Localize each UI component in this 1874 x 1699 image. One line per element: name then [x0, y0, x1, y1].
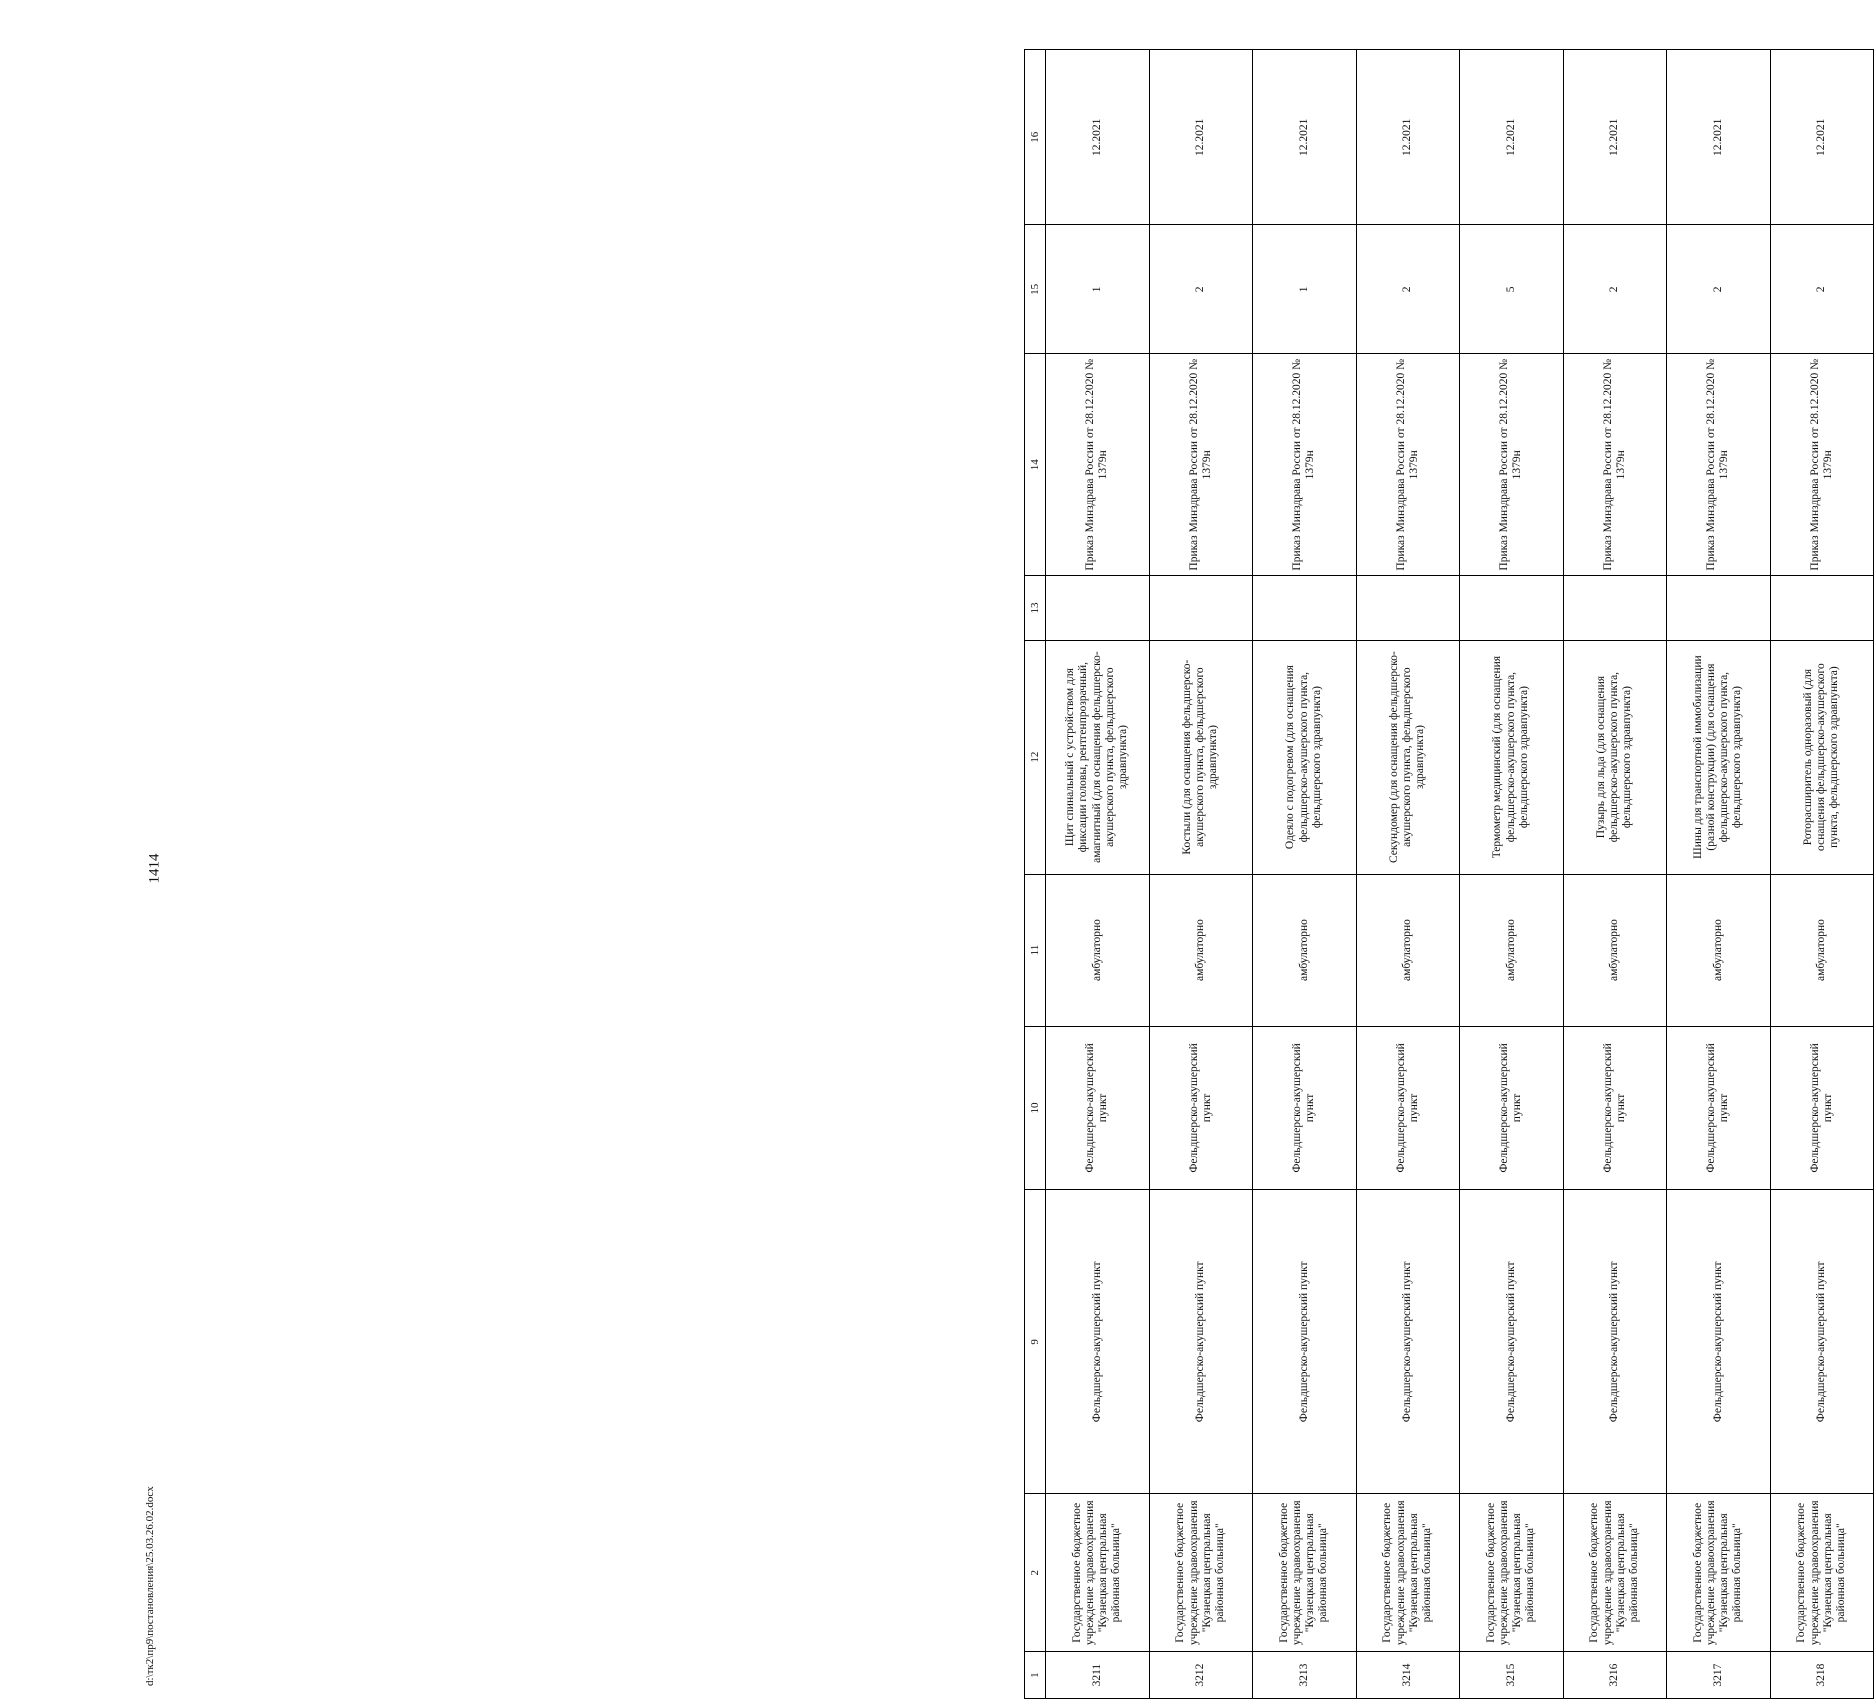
row-number: 3212 — [1149, 1652, 1253, 1699]
quantity-cell: 1 — [1046, 225, 1150, 354]
col13-cell — [1770, 576, 1874, 640]
place-cell: Фельдшерско-акушерский пункт — [1356, 1026, 1460, 1190]
col13-cell — [1563, 576, 1667, 640]
item-cell: Одеяло с подогревом (для оснащения фельдшерско-акушерского пункта, фельдшерского здравпункта) — [1253, 640, 1357, 874]
header-row — [1025, 50, 1046, 1699]
date-cell: 12.2021 — [1770, 50, 1874, 226]
order-cell: Приказ Минздрава России от 28.12.2020 № 1379н — [1046, 354, 1150, 576]
date-cell: 12.2021 — [1149, 50, 1253, 226]
table-row — [1253, 50, 1357, 1699]
order-cell: Приказ Минздрава России от 28.12.2020 № 1379н — [1149, 354, 1253, 576]
quantity-cell: 2 — [1563, 225, 1667, 354]
column-header: 13 — [1025, 576, 1046, 640]
unit-cell: Фельдшерско-акушерский пункт — [1667, 1190, 1771, 1494]
row-number: 3213 — [1253, 1652, 1357, 1699]
col13-cell — [1667, 576, 1771, 640]
row-number: 3217 — [1667, 1652, 1771, 1699]
organization-cell: Государственное бюджетное учреждение здравоохранения "Кузнецкая центральная районная больница" — [1149, 1494, 1253, 1652]
column-header: 12 — [1025, 640, 1046, 874]
organization-cell: Государственное бюджетное учреждение здравоохранения "Кузнецкая центральная районная больница" — [1046, 1494, 1150, 1652]
unit-cell: Фельдшерско-акушерский пункт — [1563, 1190, 1667, 1494]
quantity-cell: 2 — [1149, 225, 1253, 354]
column-header: 10 — [1025, 1026, 1046, 1190]
quantity-cell: 2 — [1770, 225, 1874, 354]
table-body — [1046, 50, 1874, 1699]
column-header: 2 — [1025, 1494, 1046, 1652]
item-cell: Пузырь для льда (для оснащения фельдшерско-акушерского пункта, фельдшерского здравпункта) — [1563, 640, 1667, 874]
page-number: 1414 — [146, 853, 163, 884]
quantity-cell: 2 — [1667, 225, 1771, 354]
row-number: 3216 — [1563, 1652, 1667, 1699]
order-cell: Приказ Минздрава России от 28.12.2020 № 1379н — [1563, 354, 1667, 576]
col13-cell — [1149, 576, 1253, 640]
unit-cell: Фельдшерско-акушерский пункт — [1460, 1190, 1564, 1494]
unit-cell: Фельдшерско-акушерский пункт — [1149, 1190, 1253, 1494]
organization-cell: Государственное бюджетное учреждение здравоохранения "Кузнецкая центральная районная больница" — [1253, 1494, 1357, 1652]
organization-cell: Государственное бюджетное учреждение здравоохранения "Кузнецкая центральная районная больница" — [1460, 1494, 1564, 1652]
table-row — [1356, 50, 1460, 1699]
quantity-cell: 2 — [1356, 225, 1460, 354]
row-number: 3211 — [1046, 1652, 1150, 1699]
unit-cell: Фельдшерско-акушерский пункт — [1356, 1190, 1460, 1494]
place-cell: Фельдшерско-акушерский пункт — [1563, 1026, 1667, 1190]
unit-cell: Фельдшерско-акушерский пункт — [1046, 1190, 1150, 1494]
column-header: 16 — [1025, 50, 1046, 226]
equipment-table — [1024, 49, 1874, 1699]
date-cell: 12.2021 — [1253, 50, 1357, 226]
quantity-cell: 1 — [1253, 225, 1357, 354]
col13-cell — [1253, 576, 1357, 640]
table-row — [1046, 50, 1150, 1699]
date-cell: 12.2021 — [1563, 50, 1667, 226]
place-cell: Фельдшерско-акушерский пункт — [1253, 1026, 1357, 1190]
column-header: 11 — [1025, 874, 1046, 1026]
order-cell: Приказ Минздрава России от 28.12.2020 № 1379н — [1356, 354, 1460, 576]
col13-cell — [1046, 576, 1150, 640]
quantity-cell: 5 — [1460, 225, 1564, 354]
place-cell: Фельдшерско-акушерский пункт — [1046, 1026, 1150, 1190]
table-row — [1770, 50, 1874, 1699]
date-cell: 12.2021 — [1667, 50, 1771, 226]
mode-cell: амбулаторно — [1149, 874, 1253, 1026]
footer-file-path: d:\тк2\пр9\постановления\25.03.26.02.docx — [144, 1486, 156, 1686]
mode-cell: амбулаторно — [1563, 874, 1667, 1026]
item-cell: Секундомер (для оснащения фельдшерско-акушерского пункта, фельдшерского здравпункта) — [1356, 640, 1460, 874]
col13-cell — [1460, 576, 1564, 640]
row-number: 3215 — [1460, 1652, 1564, 1699]
organization-cell: Государственное бюджетное учреждение здравоохранения "Кузнецкая центральная районная больница" — [1563, 1494, 1667, 1652]
organization-cell: Государственное бюджетное учреждение здравоохранения "Кузнецкая центральная районная больница" — [1770, 1494, 1874, 1652]
order-cell: Приказ Минздрава России от 28.12.2020 № 1379н — [1253, 354, 1357, 576]
table-row — [1149, 50, 1253, 1699]
date-cell: 12.2021 — [1046, 50, 1150, 226]
mode-cell: амбулаторно — [1667, 874, 1771, 1026]
organization-cell: Государственное бюджетное учреждение здравоохранения "Кузнецкая центральная районная больница" — [1356, 1494, 1460, 1652]
row-number: 3214 — [1356, 1652, 1460, 1699]
mode-cell: амбулаторно — [1046, 874, 1150, 1026]
place-cell: Фельдшерско-акушерский пункт — [1770, 1026, 1874, 1190]
order-cell: Приказ Минздрава России от 28.12.2020 № 1379н — [1770, 354, 1874, 576]
mode-cell: амбулаторно — [1356, 874, 1460, 1026]
item-cell: Шины для транспортной иммобилизации (разной конструкции) (для оснащения фельдшерско-акушерского пункта, фельдшерского здравпункта) — [1667, 640, 1771, 874]
item-cell: Костыли (для оснащения фельдшерско-акушерского пункта, фельдшерского здравпункта) — [1149, 640, 1253, 874]
date-cell: 12.2021 — [1356, 50, 1460, 226]
item-cell: Термометр медицинский (для оснащения фельдшерско-акушерского пункта, фельдшерского здравпункта) — [1460, 640, 1564, 874]
column-header: 1 — [1025, 1652, 1046, 1699]
date-cell: 12.2021 — [1460, 50, 1564, 226]
document-table-rotated — [1024, 49, 1874, 1699]
order-cell: Приказ Минздрава России от 28.12.2020 № 1379н — [1460, 354, 1564, 576]
organization-cell: Государственное бюджетное учреждение здравоохранения "Кузнецкая центральная районная больница" — [1667, 1494, 1771, 1652]
column-header: 9 — [1025, 1190, 1046, 1494]
mode-cell: амбулаторно — [1460, 874, 1564, 1026]
mode-cell: амбулаторно — [1253, 874, 1357, 1026]
table-row — [1563, 50, 1667, 1699]
item-cell: Щит спинальный с устройством для фиксации головы, рентгенпрозрачный, амагнитный (для оснащения фельдшерско-акушерского пункта, фельдшерского здравпункта) — [1046, 640, 1150, 874]
mode-cell: амбулаторно — [1770, 874, 1874, 1026]
place-cell: Фельдшерско-акушерский пункт — [1460, 1026, 1564, 1190]
column-header: 14 — [1025, 354, 1046, 576]
place-cell: Фельдшерско-акушерский пункт — [1149, 1026, 1253, 1190]
place-cell: Фельдшерско-акушерский пункт — [1667, 1026, 1771, 1190]
col13-cell — [1356, 576, 1460, 640]
order-cell: Приказ Минздрава России от 28.12.2020 № 1379н — [1667, 354, 1771, 576]
table-row — [1460, 50, 1564, 1699]
column-header: 15 — [1025, 225, 1046, 354]
unit-cell: Фельдшерско-акушерский пункт — [1770, 1190, 1874, 1494]
item-cell: Роторасширитель одноразовый (для оснащения фельдшерско-акушерского пункта, фельдшерского здравпункта) — [1770, 640, 1874, 874]
unit-cell: Фельдшерско-акушерский пункт — [1253, 1190, 1357, 1494]
table-row — [1667, 50, 1771, 1699]
row-number: 3218 — [1770, 1652, 1874, 1699]
